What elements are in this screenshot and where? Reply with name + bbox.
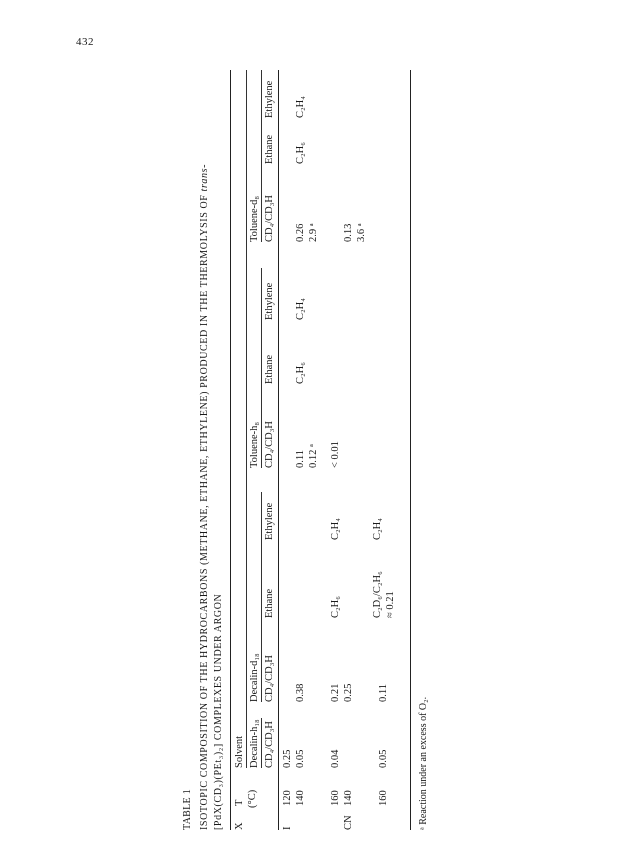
row-2-dd-ratio: 0.38 <box>295 683 306 702</box>
header-x: X <box>234 822 245 830</box>
row-2-t: 140 <box>295 790 306 806</box>
row-3-td-ratio: 2.9 ᵃ <box>308 223 319 242</box>
solvent-underline <box>246 70 247 768</box>
header-t: T <box>234 799 245 806</box>
header-decalin-d: Decalin-d₁₈ <box>249 653 260 702</box>
header-dh-ratio: CD₄/CD₃H <box>264 721 275 768</box>
row-1-x: I <box>282 826 293 830</box>
row-7-t: 160 <box>378 790 389 806</box>
header-td-ethane: Ethane <box>264 134 275 164</box>
top-rule <box>230 70 231 830</box>
row-6-td-ratio: 3.6 ᵃ <box>356 223 367 242</box>
decalin-d-underline <box>261 492 262 702</box>
row-5-x: CN <box>343 815 354 830</box>
row-4-th-ratio: < 0.01 <box>330 441 341 468</box>
header-rule <box>278 70 279 830</box>
row-5-td-ratio: 0.13 <box>343 223 354 242</box>
row-7-dd-ethane: C₂D₆/C₂H₆ <box>372 571 383 618</box>
caption-line-1: ISOTOPIC COMPOSITION OF THE HYDROCARBONS (METHANE, ETHANE, ETHYLENE) PRODUCED IN THE THERMOLYSIS OF <box>199 194 210 830</box>
row-2-td-ethane: C₂H₆ <box>295 142 306 164</box>
header-td-ethylene: Ethylene <box>264 80 275 118</box>
table-label: TABLE 1 <box>182 788 193 830</box>
header-th-ethane: Ethane <box>264 354 275 384</box>
toluene-d-underline <box>261 70 262 242</box>
row-4-dh-ratio: 0.04 <box>330 749 341 768</box>
row-4-dd-ratio: 0.21 <box>330 683 341 702</box>
rotated-table-block <box>182 70 602 830</box>
row-7-dd-ethylene: C₂H₄ <box>372 518 383 540</box>
row-4-dd-ethylene: C₂H₄ <box>330 518 341 540</box>
row-2-td-ratio: 0.26 <box>295 223 306 242</box>
caption-trans: trans- <box>199 163 210 192</box>
decalin-h-underline <box>261 718 262 768</box>
header-dd-ethane: Ethane <box>264 588 275 618</box>
row-4-dd-ethane: C₂H₆ <box>330 596 341 618</box>
row-2-td-ethylene: C₂H₄ <box>295 96 306 118</box>
row-5-dd-ratio: 0.25 <box>343 683 354 702</box>
row-7-dd-ratio: 0.11 <box>378 684 389 702</box>
row-2-th-ethane: C₂H₆ <box>295 362 306 384</box>
header-toluene-d: Toluene-d₈ <box>249 195 260 242</box>
bottom-rule <box>410 70 411 830</box>
footnote: ᵃ Reaction under an excess of O₂. <box>418 696 429 830</box>
row-5-t: 140 <box>343 790 354 806</box>
row-2-dh-ratio: 0.05 <box>295 749 306 768</box>
page-number: 432 <box>76 36 94 48</box>
row-7-dh-ratio: 0.05 <box>378 749 389 768</box>
row-2-th-ratio: 0.11 <box>295 450 306 468</box>
row-2-th-ethylene: C₂H₄ <box>295 298 306 320</box>
table-caption <box>198 70 225 830</box>
row-1-t: 120 <box>282 790 293 806</box>
toluene-h-underline <box>261 268 262 468</box>
header-decalin-h: Decalin-h₁₈ <box>249 719 260 768</box>
header-solvent: Solvent <box>234 735 245 768</box>
header-th-ethylene: Ethylene <box>264 282 275 320</box>
row-4-t: 160 <box>330 790 341 806</box>
row-8-dd-ethane: ≈ 0.21 <box>385 591 396 618</box>
caption-line-2: [PdX(CD₃)(PEt₃)₂] COMPLEXES UNDER ARGON <box>212 593 224 830</box>
header-th-ratio: CD₄/CD₃H <box>264 421 275 468</box>
header-dd-ratio: CD₄/CD₃H <box>264 655 275 702</box>
header-td-ratio: CD₄/CD₃H <box>264 195 275 242</box>
row-1-dh-ratio: 0.25 <box>282 749 293 768</box>
header-t-unit: (°C) <box>247 789 258 808</box>
row-3-th-ratio: 0.12 ᵃ <box>308 444 319 468</box>
header-toluene-h: Toluene-h₈ <box>249 421 260 468</box>
header-dd-ethylene: Ethylene <box>264 502 275 540</box>
